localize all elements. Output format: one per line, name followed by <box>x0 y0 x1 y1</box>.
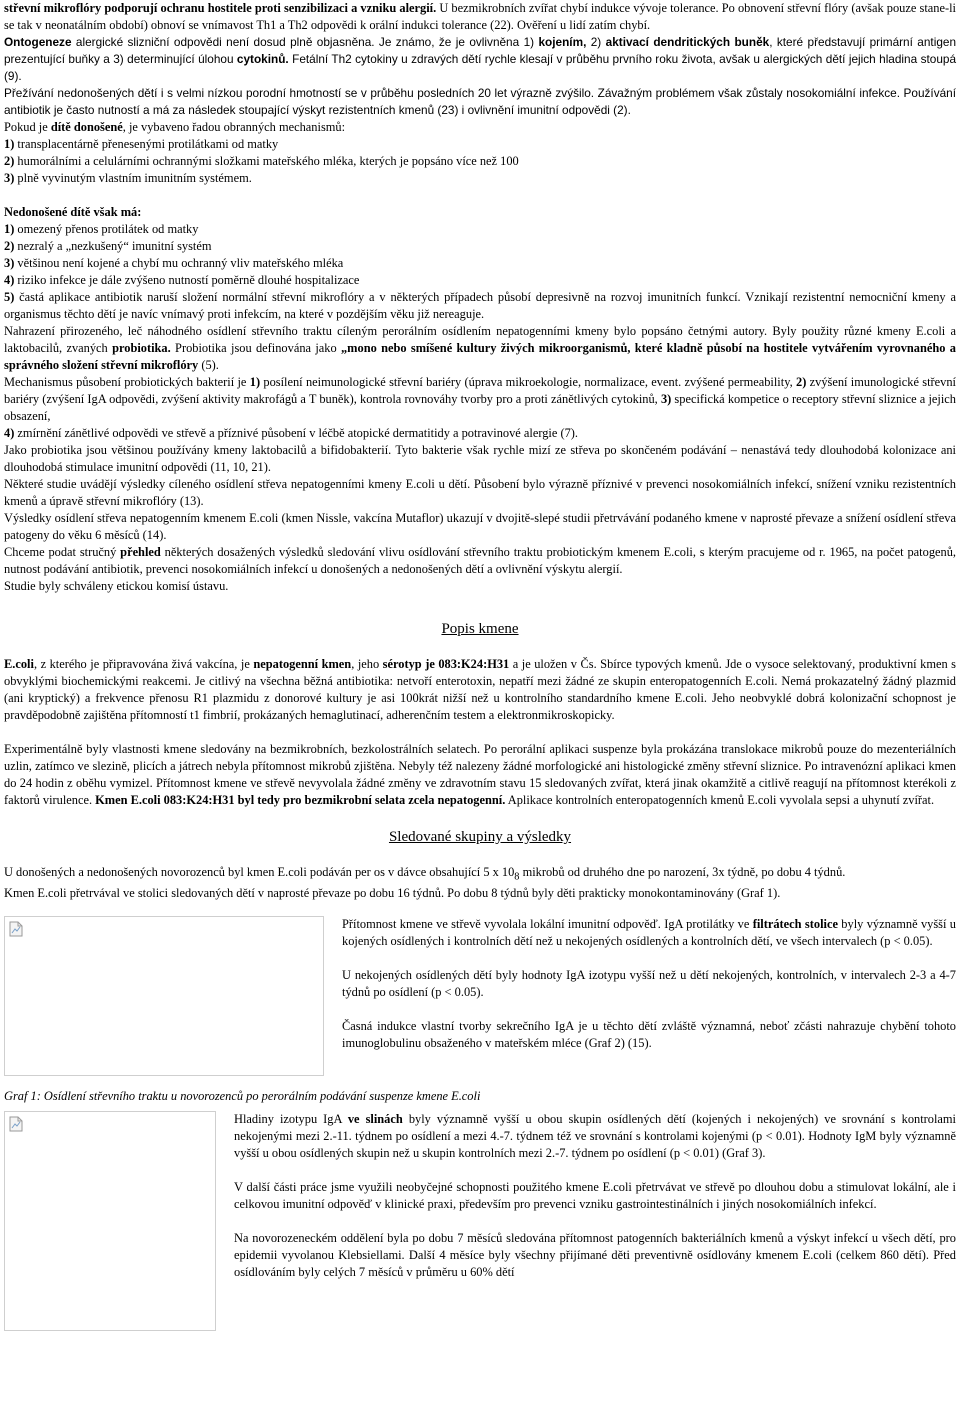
list-text: nezralý a „nezkušený“ imunitní systém <box>14 239 212 253</box>
broken-image-icon <box>9 921 23 937</box>
list-number: 5) <box>4 290 15 304</box>
text: specifická kompetice o receptory střevní sliznice a jejich obsazení, <box>4 392 956 423</box>
paragraph-probiotic-strains: Jako probiotika jsou většinou používány kmeny laktobacilů a bifidobakterií. Tyto bakterie však rychle mizí ze střeva po skončeném podávání – nenastává tedy dlouhodobá kolonizace ani dlouhodobá stimulace imunitní odpovědi (11, 10, 21). <box>4 443 956 474</box>
text: , které představují primární antigen prezentující buňky a 3) determinující úlohou <box>4 35 956 66</box>
text: Hladiny izotypu IgA <box>234 1112 348 1127</box>
text: U donošených a nedonošených novorozenců byl kmen E.coli podáván per os v dávce obsahující 5 x 10 <box>4 865 515 879</box>
text: , z kterého je připravována živá vakcína, je <box>33 657 254 671</box>
spacer <box>4 638 956 656</box>
paragraph-persistence: Kmen E.coli přetrvával ve stolici sledovaných dětí v naprosté převaze po dobu 16 týdnů. Po dobu 8 týdnů byly děti prakticky monokontaminovány (Graf 1). <box>4 886 781 901</box>
paragraph-clinical-use: V další části práce jsme využili neobyčejné schopnosti použitého kmene E.coli přetrvávat ve střevě po dlouhou dobu a stimulovat lokální, ale i celkovou imunitní odpověď v klinické praxi, především pro prevenci vzniku gastrointestinálních i jiných nosokomiálních infekcí. <box>234 1180 956 1212</box>
paragraph-intro-2 <box>4 34 956 85</box>
text: Nahrazení přirozeného, leč náhodného osídlení střevního traktu cíleným perorálním osídlením nepatogenními kmeny bylo popsáno četnými autory. Byly použity různé kmeny E.coli a laktobacilů, zvaných <box>4 324 956 355</box>
spacer <box>4 187 956 204</box>
bold-text: 1) <box>249 375 261 389</box>
text: byly významně vyšší u kojených osídlených i kontrolních dětí než u nekojených osídlených a kontrolních dětí, ve všech intervalech (p < 0.05). <box>342 917 956 949</box>
paragraph-probiotics <box>4 323 956 374</box>
paragraph-intro-4 <box>4 119 956 136</box>
bold-text: nepatogenní kmen <box>253 657 352 671</box>
list-text: humorálními a celulárními ochrannými složkami mateřského mléka, kterých je popsáno více než 100 <box>14 154 519 168</box>
bold-text: aktivací dendritických buněk <box>605 35 770 49</box>
spacer <box>4 724 956 741</box>
spacer <box>4 846 956 864</box>
text: Mechanismus působení probiotických bakterií je <box>4 375 250 389</box>
list-number: 2) <box>4 239 15 253</box>
spacer <box>4 1076 956 1088</box>
bold-text: dítě donošené <box>50 120 123 134</box>
spacer <box>4 809 956 829</box>
bold-text: ve slinách <box>347 1112 403 1127</box>
bold-text: Kmen E.coli 083:K24:H31 byl tedy pro bezmikrobní selata zcela nepatogenní. <box>95 793 506 807</box>
list-item <box>4 136 956 153</box>
list-number: 1) <box>4 137 15 151</box>
paragraph-neonatal-ward: Na novorozeneckém oddělení byla po dobu 7 měsíců sledována přítomnost patogenních bakteriálních kmenů a výskyt infekcí u všech dětí, pro epidemii vyvolanou Klebsiellami. Další 4 měsíce byly všechny přijímané děti preventivně osídlovány kmenem E.coli (celkem 860 dětí). Před osídlováním byly celých 7 měsíců v průměru u 60% dětí <box>234 1231 956 1280</box>
bold-text: kojením, <box>538 35 587 49</box>
list-number: 2) <box>4 154 15 168</box>
paragraph-iga-stool <box>342 916 956 950</box>
list-item <box>4 221 956 238</box>
text: Probiotika jsou definována jako <box>170 341 341 355</box>
text: U bezmikrobních zvířat chybí indukce vývoje tolerance. Po obnovení střevní flóry (avšak pouze stane-li se tak v neonatálním období) obnoví se vnímavost Th1 a Th2 odpovědi k orální indukci tolerance (22). Ověření u lidí zatím chybí. <box>4 1 956 32</box>
bold-text: cytokinů. <box>236 52 289 66</box>
figure-caption-graph-1: Graf 1: Osídlení střevního traktu u novorozenců po perorálním podávání suspenze kmene E.coli <box>4 1089 481 1104</box>
graph-3-text <box>234 1111 956 1331</box>
paragraph-intro-1 <box>4 0 956 34</box>
bold-text: přehled <box>120 545 161 559</box>
figure-graph-3 <box>4 1111 956 1331</box>
text: Pokud je <box>4 120 51 134</box>
list-defenses <box>4 136 956 187</box>
text: Chceme podat stručný <box>4 545 121 559</box>
paragraph-dosing <box>4 864 956 885</box>
text: zmírnění zánětlivé odpovědi ve střevě a příznivé působení v léčbě atopické dermatitidy a potravinové alergie (7). <box>14 426 579 440</box>
bold-text: 3) <box>660 392 672 406</box>
text: mikrobů od druhého dne po narození, 3x týdně, po dobu 4 týdnů. <box>519 865 846 879</box>
paragraph-premature-heading: Nedonošené dítě však má: <box>4 205 142 219</box>
bold-text: střevní mikroflóry podporují ochranu hostitele proti senzibilizaci a vzniku alergií. <box>4 1 437 15</box>
text: zvýšení imunologické střevní bariéry (zvýšení IgA odpovědi, zvýšení aktivity makrofágů a T buněk), kontrola rovnováhy tvorby pro a proti zánětlivých cytokinů, <box>4 375 956 406</box>
paragraph-strain-description <box>4 656 956 724</box>
text: Přítomnost kmene ve střevě vyvolala lokální imunitní odpověď. IgA protilátky ve <box>342 917 753 932</box>
list-item <box>4 289 956 323</box>
list-number: 3) <box>4 256 15 270</box>
list-text: omezený přenos protilátek od matky <box>14 222 199 236</box>
paragraph-ethics: Studie byly schváleny etickou komisí ústavu. <box>4 579 229 593</box>
list-text: plně vyvinutým vlastním imunitním systémem. <box>14 171 252 185</box>
list-item <box>4 272 956 289</box>
broken-image-icon <box>9 1116 23 1132</box>
list-text: riziko infekce je dále zvýšeno nutností poměrně dlouhé hospitalizace <box>14 273 360 287</box>
paragraph-siga-induction: Časná indukce vlastní tvorby sekrečního IgA je u těchto dětí zvláště významná, neboť zčásti nahrazuje chybění tohoto imunoglobulinu obsaženého v mateřském mléce (Graf 2) (15). <box>342 1019 956 1051</box>
bold-text: probiotika. <box>112 341 171 355</box>
figure-graph-1 <box>4 916 956 1076</box>
bold-text: 2) <box>796 375 807 389</box>
text: Fetální Th2 cytokiny u zdravých dětí rychle klesají v průběhu prvního roku života, avšak u alergických dětí jejich hladina stoupá (9). <box>4 52 957 83</box>
bold-text: „mono nebo smíšené kultury živých mikroorganismů, které kladně působí na hostitele vytvářením vyrovnaného a správného složení střevní mikroflóry <box>4 341 956 372</box>
paragraph-iga-saliva <box>234 1111 956 1162</box>
list-text: častá aplikace antibiotik naruší složení normální střevní mikroflóry a v některých případech působí depresivně na rozvoj imunitních funkcí. Vznikají rezistentní nemocniční kmeny a organismus těchto dětí je navíc vnímavý proti infekcím, na které v pozdějším věku již nereaguje. <box>4 290 956 321</box>
list-text: většinou není kojené a chybí mu ochranný vliv mateřského mléka <box>14 256 344 270</box>
text: (5). <box>198 358 219 372</box>
bold-text: 4) <box>4 426 15 440</box>
text: , je vybaveno řadou obranných mechanismů: <box>122 120 346 134</box>
document-page <box>4 0 956 1331</box>
graph-3-image-placeholder <box>4 1111 216 1331</box>
list-premature <box>4 221 956 323</box>
graph-1-text <box>342 916 956 1076</box>
graph-1-image-placeholder <box>4 916 324 1076</box>
paragraph-nissle: Výsledky osídlení střeva nepatogenním kmenem E.coli (kmen Nissle, vakcína Mutaflor) ukazují v dvojitě-slepé studii přetrvávání podaného kmene v naprosté převaze a snížení osídlení střeva patogeny do věku 6 měsíců (14). <box>4 511 956 542</box>
list-item <box>4 170 956 187</box>
list-number: 4) <box>4 273 15 287</box>
text: 2) <box>586 35 606 49</box>
paragraph-overview <box>4 544 956 578</box>
list-item <box>4 238 956 255</box>
list-text: transplacentárně přenesenými protilátkami od matky <box>14 137 279 151</box>
spacer <box>4 902 956 916</box>
section-heading-results: Sledované skupiny a výsledky <box>388 829 572 845</box>
text: a je uložen v Čs. Sbírce typových kmenů. Jde o vysoce selektovaný, produktivní kmen s obvyklými biochemickými reakcemi. Je citlivý na všechna běžná antibiotika: netvoří enterotoxin, nepatří mezi žádné ze skupin enteropatogenních E.coli. Nemá prokazatelný žádný plazmid (ani kryptický) a frekvence přenosu R1 plazmidu z donorové kultury je asi 100krát nižší než u kontrolního standardního kmene E.coli. Jeho neobvyklé dobrá kolonizační schopnost je pravděpodobně zajištěna přítomností t1 fimbrií, prokázaných hemaglutinací, adherenčním testem a elektronmikroskopicky. <box>4 657 956 722</box>
paragraph-mechanism <box>4 374 956 425</box>
text: , jeho <box>351 657 383 671</box>
paragraph-mechanism-4 <box>4 425 956 442</box>
list-number: 3) <box>4 171 15 185</box>
subscript: 8 <box>514 871 520 883</box>
text: alergické slizniční odpovědi není dosud plně objasněna. Je známo, že je ovlivněna 1) <box>71 35 539 49</box>
paragraph-experiments <box>4 741 956 809</box>
spacer <box>4 595 956 621</box>
text: posílení neimunologické střevní bariéry (úprava mikroekologie, normalizace, event. zvýšené permeability, <box>260 375 796 389</box>
bold-text: sérotyp je 083:K24:H31 <box>382 657 510 671</box>
text: Aplikace kontrolních enteropatogenních kmenů E.coli vyvolala sepsi a uhynutí zvířat. <box>505 793 935 807</box>
text: byly významně vyšší u obou skupin osídlených dětí (kojených i nekojených) ve srovnání s kontrolami nekojenými mezi 2.-11. týdnem po osídlení a mezi 4.-7. týdnem též ve srovnání s kontrolami kojenými (p < 0.01). Hodnoty IgM byly významně vyšší u obou osídlených skupin než u skupin kontrolních mezi 2.-7. týdnem po osídlení (p < 0.01) (Graf 3). <box>234 1112 956 1161</box>
list-item <box>4 255 956 272</box>
text: některých dosažených výsledků sledování vlivu osídlování střevního traktu probiotickým kmenem E.coli, s kterým pracujeme od r. 1965, na počet patogenů, nutnost podávání antibiotik, prevenci nosokomiálních infekcí u donošených a nedonošených dětí a ovlivnění výskytu alergií. <box>4 545 956 576</box>
text: Experimentálně byly vlastnosti kmene sledovány na bezmikrobních, bezkolostrálních selatech. Po perorální aplikaci suspenze byla prokázána translokace mikrobů pouze do mezenteriálních uzlin, zatímco ve slezině, plicích a játrech nebyla přítomnost mikrobů zjištěna. Nebyly též nalezeny žádné morfologické ani histologické změny střevní sliznice. Po intravenózní aplikaci kmen do 24 hodin z oběhu vymizel. Přítomnost kmene ve střevě nevyvolala žádné změny ve zdravotním stavu 15 sledovaných zvířat, která jinak okamžitě a citlivě reagují na přítomnost kterékoli z faktorů virulence. <box>4 742 956 807</box>
list-item <box>4 153 956 170</box>
paragraph-studies: Některé studie uvádějí výsledky cíleného osídlení střeva nepatogenními kmeny E.coli u dětí. Působení bylo výrazně příznivé v prevenci nosokomiálních infekcí, snížení vzniku rezistentních kmenů a úpravě střevní mikroflóry (13). <box>4 477 956 508</box>
bold-text: filtrátech stolice <box>752 917 838 932</box>
bold-text: E.coli <box>4 657 34 671</box>
section-heading-strain: Popis kmene <box>441 621 519 637</box>
paragraph-iga-nonbreastfed: U nekojených osídlených dětí byly hodnoty IgA izotypu vyšší než u dětí nekojených, kontrolních, v intervalech 2-3 a 4-7 týdnů po osídlení (p < 0.05). <box>342 968 956 1000</box>
paragraph-intro-3: Přežívání nedonošených dětí i s velmi nízkou porodní hmotností se v průběhu posledních 20 let výrazně zvýšilo. Závažným problémem však zůstaly nosokomiální infekce. Používání antibiotik je často nutností a má za následek stoupající výskyt rezistentních kmenů (23) i ovlivnění imunitní odpovědi (2). <box>4 86 956 117</box>
bold-text: Ontogeneze <box>4 35 72 49</box>
list-number: 1) <box>4 222 15 236</box>
